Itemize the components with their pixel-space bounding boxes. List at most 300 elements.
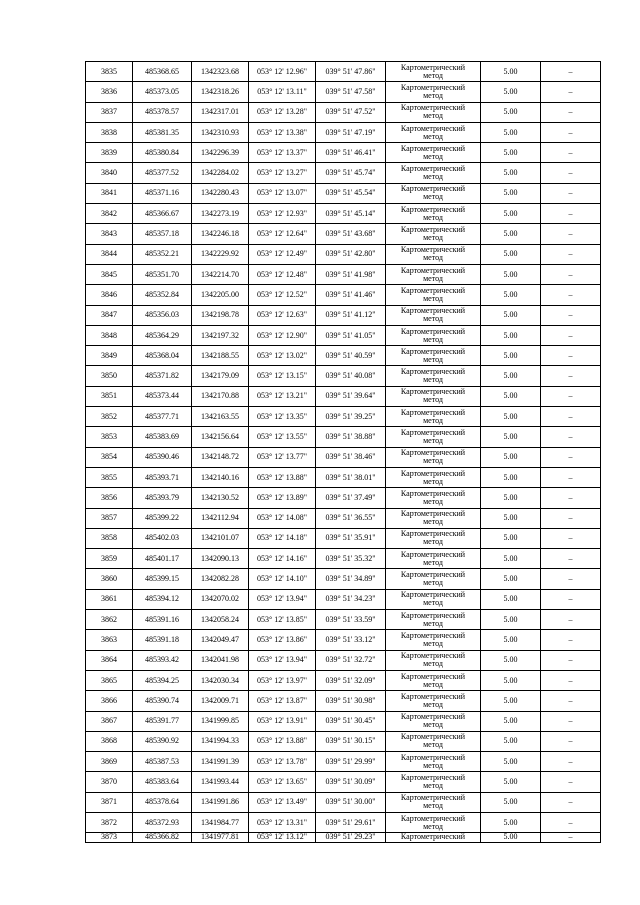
y-coordinate-cell: 1342156.64 [192, 427, 249, 447]
note-cell: – [541, 285, 601, 305]
latitude-cell: 053° 12' 13.07" [249, 183, 316, 203]
latitude-cell: 053° 12' 14.18" [249, 528, 316, 548]
table-row [86, 549, 601, 569]
x-coordinate-cell: 485399.15 [133, 569, 192, 589]
method-line2: метод [423, 598, 443, 608]
latitude-cell: 053° 12' 14.16" [249, 549, 316, 569]
x-coordinate-cell: 485401.17 [133, 549, 192, 569]
method-line1: Картометрический [400, 184, 466, 194]
point-number-cell: 3839 [86, 143, 133, 163]
latitude-cell: 053° 12' 13.91" [249, 711, 316, 731]
method-line1: Картометрический [400, 773, 466, 783]
x-coordinate-cell: 485394.25 [133, 670, 192, 690]
method-line2: метод [423, 172, 443, 182]
method-line1: Картометрический [400, 712, 466, 722]
method-line1: Картометрический [400, 285, 466, 295]
latitude-cell: 053° 12' 13.55" [249, 427, 316, 447]
point-number-cell: 3850 [86, 366, 133, 386]
table-body [86, 62, 601, 843]
method-line1: Картометрический [400, 103, 466, 113]
method-line1: Картометрический [400, 143, 466, 153]
coordinates-table [85, 61, 601, 843]
longitude-cell: 039° 51' 41.12" [316, 305, 386, 325]
note-cell: – [541, 833, 601, 843]
point-number-cell: 3860 [86, 569, 133, 589]
y-coordinate-cell: 1342318.26 [192, 82, 249, 102]
method-line1: Картометрический [400, 691, 466, 701]
y-coordinate-cell: 1341984.77 [192, 812, 249, 832]
y-coordinate-cell: 1341999.85 [192, 711, 249, 731]
accuracy-cell: 5.00 [481, 346, 541, 366]
method-line1: Картометрический [400, 387, 466, 397]
point-number-cell: 3867 [86, 711, 133, 731]
note-cell: – [541, 589, 601, 609]
note-cell: – [541, 447, 601, 467]
note-cell: – [541, 549, 601, 569]
note-cell: – [541, 62, 601, 82]
accuracy-cell: 5.00 [481, 772, 541, 792]
method-line2: метод [423, 476, 443, 486]
point-number-cell: 3835 [86, 62, 133, 82]
note-cell: – [541, 204, 601, 224]
longitude-cell: 039° 51' 33.12" [316, 630, 386, 650]
point-number-cell: 3846 [86, 285, 133, 305]
longitude-cell: 039° 51' 45.14" [316, 204, 386, 224]
method-line2: метод [423, 273, 443, 283]
longitude-cell: 039° 51' 30.98" [316, 691, 386, 711]
longitude-cell: 039° 51' 43.68" [316, 224, 386, 244]
accuracy-cell: 5.00 [481, 569, 541, 589]
note-cell: – [541, 467, 601, 487]
method-cell [386, 691, 481, 711]
latitude-cell: 053° 12' 13.11" [249, 82, 316, 102]
note-cell: – [541, 346, 601, 366]
method-cell [386, 569, 481, 589]
method-cell [386, 670, 481, 690]
latitude-cell: 053° 12' 13.15" [249, 366, 316, 386]
method-line1: Картометрический [400, 225, 466, 235]
x-coordinate-cell: 485368.65 [133, 62, 192, 82]
longitude-cell: 039° 51' 33.59" [316, 610, 386, 630]
longitude-cell: 039° 51' 41.46" [316, 285, 386, 305]
longitude-cell: 039° 51' 30.15" [316, 731, 386, 751]
accuracy-cell: 5.00 [481, 386, 541, 406]
latitude-cell: 053° 12' 14.10" [249, 569, 316, 589]
table-row [86, 508, 601, 528]
method-line2: метод [423, 435, 443, 445]
latitude-cell: 053° 12' 13.28" [249, 102, 316, 122]
note-cell: – [541, 407, 601, 427]
table-row [86, 610, 601, 630]
method-line1: Картометрический [400, 367, 466, 377]
longitude-cell: 039° 51' 46.41" [316, 143, 386, 163]
accuracy-cell: 5.00 [481, 488, 541, 508]
method-line2: метод [423, 395, 443, 405]
x-coordinate-cell: 485373.05 [133, 82, 192, 102]
point-number-cell: 3840 [86, 163, 133, 183]
method-line2: метод [423, 638, 443, 648]
table-row [86, 82, 601, 102]
method-cell [386, 224, 481, 244]
y-coordinate-cell: 1342049.47 [192, 630, 249, 650]
longitude-cell: 039° 51' 34.89" [316, 569, 386, 589]
accuracy-cell: 5.00 [481, 204, 541, 224]
table-row [86, 711, 601, 731]
latitude-cell: 053° 12' 13.31" [249, 812, 316, 832]
accuracy-cell: 5.00 [481, 407, 541, 427]
method-cell [386, 183, 481, 203]
note-cell: – [541, 163, 601, 183]
y-coordinate-cell: 1342090.13 [192, 549, 249, 569]
note-cell: – [541, 386, 601, 406]
longitude-cell: 039° 51' 36.55" [316, 508, 386, 528]
table-row [86, 467, 601, 487]
latitude-cell: 053° 12' 12.63" [249, 305, 316, 325]
accuracy-cell: 5.00 [481, 143, 541, 163]
latitude-cell: 053° 12' 13.97" [249, 670, 316, 690]
latitude-cell: 053° 12' 13.88" [249, 731, 316, 751]
method-line2: метод [423, 578, 443, 588]
note-cell: – [541, 427, 601, 447]
longitude-cell: 039° 51' 38.46" [316, 447, 386, 467]
method-cell [386, 163, 481, 183]
method-cell [386, 488, 481, 508]
method-line2: метод [423, 537, 443, 547]
method-cell [386, 427, 481, 447]
longitude-cell: 039° 51' 41.05" [316, 325, 386, 345]
table-row [86, 691, 601, 711]
method-cell [386, 711, 481, 731]
method-line2: метод [423, 496, 443, 506]
accuracy-cell: 5.00 [481, 325, 541, 345]
method-line1: Картометрический [400, 407, 466, 417]
note-cell: – [541, 731, 601, 751]
note-cell: – [541, 305, 601, 325]
accuracy-cell: 5.00 [481, 650, 541, 670]
accuracy-cell: 5.00 [481, 610, 541, 630]
table-row [86, 752, 601, 772]
longitude-cell: 039° 51' 29.61" [316, 812, 386, 832]
latitude-cell: 053° 12' 12.48" [249, 264, 316, 284]
y-coordinate-cell: 1341994.33 [192, 731, 249, 751]
method-line1: Картометрический [400, 123, 466, 133]
note-cell: – [541, 670, 601, 690]
method-line2: метод [423, 557, 443, 567]
longitude-cell: 039° 51' 30.45" [316, 711, 386, 731]
method-cell [386, 630, 481, 650]
note-cell: – [541, 488, 601, 508]
accuracy-cell: 5.00 [481, 102, 541, 122]
point-number-cell: 3841 [86, 183, 133, 203]
longitude-cell: 039° 51' 42.80" [316, 244, 386, 264]
x-coordinate-cell: 485357.18 [133, 224, 192, 244]
point-number-cell: 3852 [86, 407, 133, 427]
accuracy-cell: 5.00 [481, 305, 541, 325]
longitude-cell: 039° 51' 38.88" [316, 427, 386, 447]
accuracy-cell: 5.00 [481, 589, 541, 609]
table-row [86, 264, 601, 284]
y-coordinate-cell: 1342070.02 [192, 589, 249, 609]
method-line1: Картометрический [400, 570, 466, 580]
note-cell: – [541, 224, 601, 244]
point-number-cell: 3836 [86, 82, 133, 102]
method-line1: Картометрический [400, 630, 466, 640]
point-number-cell: 3844 [86, 244, 133, 264]
note-cell: – [541, 610, 601, 630]
y-coordinate-cell: 1342198.78 [192, 305, 249, 325]
x-coordinate-cell: 485380.84 [133, 143, 192, 163]
x-coordinate-cell: 485368.04 [133, 346, 192, 366]
y-coordinate-cell: 1342188.55 [192, 346, 249, 366]
method-line2: метод [423, 111, 443, 121]
table-row [86, 447, 601, 467]
point-number-cell: 3853 [86, 427, 133, 447]
accuracy-cell: 5.00 [481, 792, 541, 812]
y-coordinate-cell: 1342130.52 [192, 488, 249, 508]
note-cell: – [541, 264, 601, 284]
latitude-cell: 053° 12' 13.37" [249, 143, 316, 163]
method-cell [386, 143, 481, 163]
x-coordinate-cell: 485352.21 [133, 244, 192, 264]
longitude-cell: 039° 51' 29.23" [316, 833, 386, 843]
method-cell [386, 447, 481, 467]
table-row [86, 386, 601, 406]
accuracy-cell: 5.00 [481, 447, 541, 467]
y-coordinate-cell: 1342163.55 [192, 407, 249, 427]
x-coordinate-cell: 485393.42 [133, 650, 192, 670]
accuracy-cell: 5.00 [481, 82, 541, 102]
x-coordinate-cell: 485378.64 [133, 792, 192, 812]
method-cell [386, 244, 481, 264]
method-line1: Картометрический [400, 509, 466, 519]
latitude-cell: 053° 12' 13.02" [249, 346, 316, 366]
table-row [86, 812, 601, 832]
method-line1: Картометрический [400, 651, 466, 661]
y-coordinate-cell: 1342296.39 [192, 143, 249, 163]
accuracy-cell: 5.00 [481, 224, 541, 244]
accuracy-cell: 5.00 [481, 549, 541, 569]
longitude-cell: 039° 51' 30.00" [316, 792, 386, 812]
latitude-cell: 053° 12' 12.64" [249, 224, 316, 244]
note-cell: – [541, 143, 601, 163]
note-cell: – [541, 122, 601, 142]
table-row [86, 366, 601, 386]
x-coordinate-cell: 485402.03 [133, 528, 192, 548]
table-row [86, 650, 601, 670]
method-line2: метод [423, 517, 443, 527]
accuracy-cell: 5.00 [481, 731, 541, 751]
accuracy-cell: 5.00 [481, 691, 541, 711]
method-cell [386, 325, 481, 345]
longitude-cell: 039° 51' 45.54" [316, 183, 386, 203]
method-cell [386, 610, 481, 630]
table-row [86, 488, 601, 508]
point-number-cell: 3862 [86, 610, 133, 630]
y-coordinate-cell: 1342246.18 [192, 224, 249, 244]
accuracy-cell: 5.00 [481, 62, 541, 82]
y-coordinate-cell: 1342205.00 [192, 285, 249, 305]
latitude-cell: 053° 12' 13.85" [249, 610, 316, 630]
longitude-cell: 039° 51' 35.32" [316, 549, 386, 569]
latitude-cell: 053° 12' 13.65" [249, 772, 316, 792]
note-cell: – [541, 244, 601, 264]
method-cell [386, 772, 481, 792]
method-cell [386, 102, 481, 122]
x-coordinate-cell: 485390.92 [133, 731, 192, 751]
accuracy-cell: 5.00 [481, 752, 541, 772]
y-coordinate-cell: 1342009.71 [192, 691, 249, 711]
x-coordinate-cell: 485394.12 [133, 589, 192, 609]
method-line2: метод [423, 151, 443, 161]
x-coordinate-cell: 485371.16 [133, 183, 192, 203]
method-line1: Картометрический [400, 306, 466, 316]
accuracy-cell: 5.00 [481, 833, 541, 843]
table-row [86, 224, 601, 244]
method-cell [386, 264, 481, 284]
y-coordinate-cell: 1342148.72 [192, 447, 249, 467]
table-row [86, 528, 601, 548]
method-line1: Картометрический [400, 346, 466, 356]
point-number-cell: 3871 [86, 792, 133, 812]
y-coordinate-cell: 1342082.28 [192, 569, 249, 589]
y-coordinate-cell: 1342030.34 [192, 670, 249, 690]
point-number-cell: 3848 [86, 325, 133, 345]
method-line1: Картометрический [400, 245, 466, 255]
point-number-cell: 3864 [86, 650, 133, 670]
latitude-cell: 053° 12' 13.21" [249, 386, 316, 406]
note-cell: – [541, 650, 601, 670]
method-cell [386, 122, 481, 142]
table-row [86, 143, 601, 163]
accuracy-cell: 5.00 [481, 630, 541, 650]
method-line2: метод [423, 293, 443, 303]
method-line2: метод [423, 740, 443, 750]
y-coordinate-cell: 1342041.98 [192, 650, 249, 670]
method-line1: Картометрический [400, 448, 466, 458]
latitude-cell: 053° 12' 13.86" [249, 630, 316, 650]
method-line1: Картометрический [400, 813, 466, 823]
x-coordinate-cell: 485383.69 [133, 427, 192, 447]
y-coordinate-cell: 1342214.70 [192, 264, 249, 284]
point-number-cell: 3859 [86, 549, 133, 569]
method-line2: метод [423, 618, 443, 628]
method-line2: метод [423, 314, 443, 324]
longitude-cell: 039° 51' 45.74" [316, 163, 386, 183]
table-row [86, 427, 601, 447]
longitude-cell: 039° 51' 47.58" [316, 82, 386, 102]
accuracy-cell: 5.00 [481, 244, 541, 264]
method-line2: метод [423, 233, 443, 243]
latitude-cell: 053° 12' 13.77" [249, 447, 316, 467]
method-cell [386, 366, 481, 386]
x-coordinate-cell: 485366.67 [133, 204, 192, 224]
table-row [86, 670, 601, 690]
note-cell: – [541, 772, 601, 792]
method-cell [386, 82, 481, 102]
method-line1: Картометрический [400, 488, 466, 498]
point-number-cell: 3855 [86, 467, 133, 487]
method-line1: Картометрический [400, 204, 466, 214]
latitude-cell: 053° 12' 13.49" [249, 792, 316, 812]
longitude-cell: 039° 51' 34.23" [316, 589, 386, 609]
point-number-cell: 3872 [86, 812, 133, 832]
x-coordinate-cell: 485393.79 [133, 488, 192, 508]
longitude-cell: 039° 51' 29.99" [316, 752, 386, 772]
latitude-cell: 053° 12' 13.38" [249, 122, 316, 142]
note-cell: – [541, 102, 601, 122]
method-cell [386, 62, 481, 82]
longitude-cell: 039° 51' 32.09" [316, 670, 386, 690]
x-coordinate-cell: 485378.57 [133, 102, 192, 122]
accuracy-cell: 5.00 [481, 264, 541, 284]
table-row [86, 833, 601, 843]
note-cell: – [541, 569, 601, 589]
point-number-cell: 3869 [86, 752, 133, 772]
method-line1: Картометрический [400, 549, 466, 559]
method-line2: метод [423, 192, 443, 202]
y-coordinate-cell: 1341991.39 [192, 752, 249, 772]
latitude-cell: 053° 12' 13.87" [249, 691, 316, 711]
note-cell: – [541, 711, 601, 731]
method-line2: метод [423, 70, 443, 80]
x-coordinate-cell: 485377.52 [133, 163, 192, 183]
accuracy-cell: 5.00 [481, 163, 541, 183]
y-coordinate-cell: 1342229.92 [192, 244, 249, 264]
method-line1: Картометрический [400, 671, 466, 681]
y-coordinate-cell: 1342101.07 [192, 528, 249, 548]
longitude-cell: 039° 51' 39.25" [316, 407, 386, 427]
table-row [86, 122, 601, 142]
method-line2: метод [423, 90, 443, 100]
accuracy-cell: 5.00 [481, 670, 541, 690]
longitude-cell: 039° 51' 47.52" [316, 102, 386, 122]
latitude-cell: 053° 12' 12.96" [249, 62, 316, 82]
method-line1: Картометрический [400, 62, 466, 72]
point-number-cell: 3842 [86, 204, 133, 224]
x-coordinate-cell: 485390.46 [133, 447, 192, 467]
method-cell [386, 812, 481, 832]
y-coordinate-cell: 1342310.93 [192, 122, 249, 142]
y-coordinate-cell: 1342273.19 [192, 204, 249, 224]
method-cell [386, 386, 481, 406]
table-row [86, 346, 601, 366]
latitude-cell: 053° 12' 13.94" [249, 650, 316, 670]
method-cell [386, 833, 481, 843]
latitude-cell: 053° 12' 13.27" [249, 163, 316, 183]
latitude-cell: 053° 12' 13.88" [249, 467, 316, 487]
longitude-cell: 039° 51' 32.72" [316, 650, 386, 670]
accuracy-cell: 5.00 [481, 366, 541, 386]
method-cell [386, 346, 481, 366]
method-cell [386, 792, 481, 812]
point-number-cell: 3845 [86, 264, 133, 284]
accuracy-cell: 5.00 [481, 285, 541, 305]
longitude-cell: 039° 51' 30.09" [316, 772, 386, 792]
point-number-cell: 3870 [86, 772, 133, 792]
x-coordinate-cell: 485387.53 [133, 752, 192, 772]
longitude-cell: 039° 51' 40.59" [316, 346, 386, 366]
x-coordinate-cell: 485391.18 [133, 630, 192, 650]
method-cell [386, 549, 481, 569]
y-coordinate-cell: 1342058.24 [192, 610, 249, 630]
latitude-cell: 053° 12' 13.35" [249, 407, 316, 427]
table-row [86, 183, 601, 203]
method-line1: Картометрический [400, 610, 466, 620]
point-number-cell: 3865 [86, 670, 133, 690]
method-line2: метод [423, 212, 443, 222]
note-cell: – [541, 366, 601, 386]
y-coordinate-cell: 1342280.43 [192, 183, 249, 203]
